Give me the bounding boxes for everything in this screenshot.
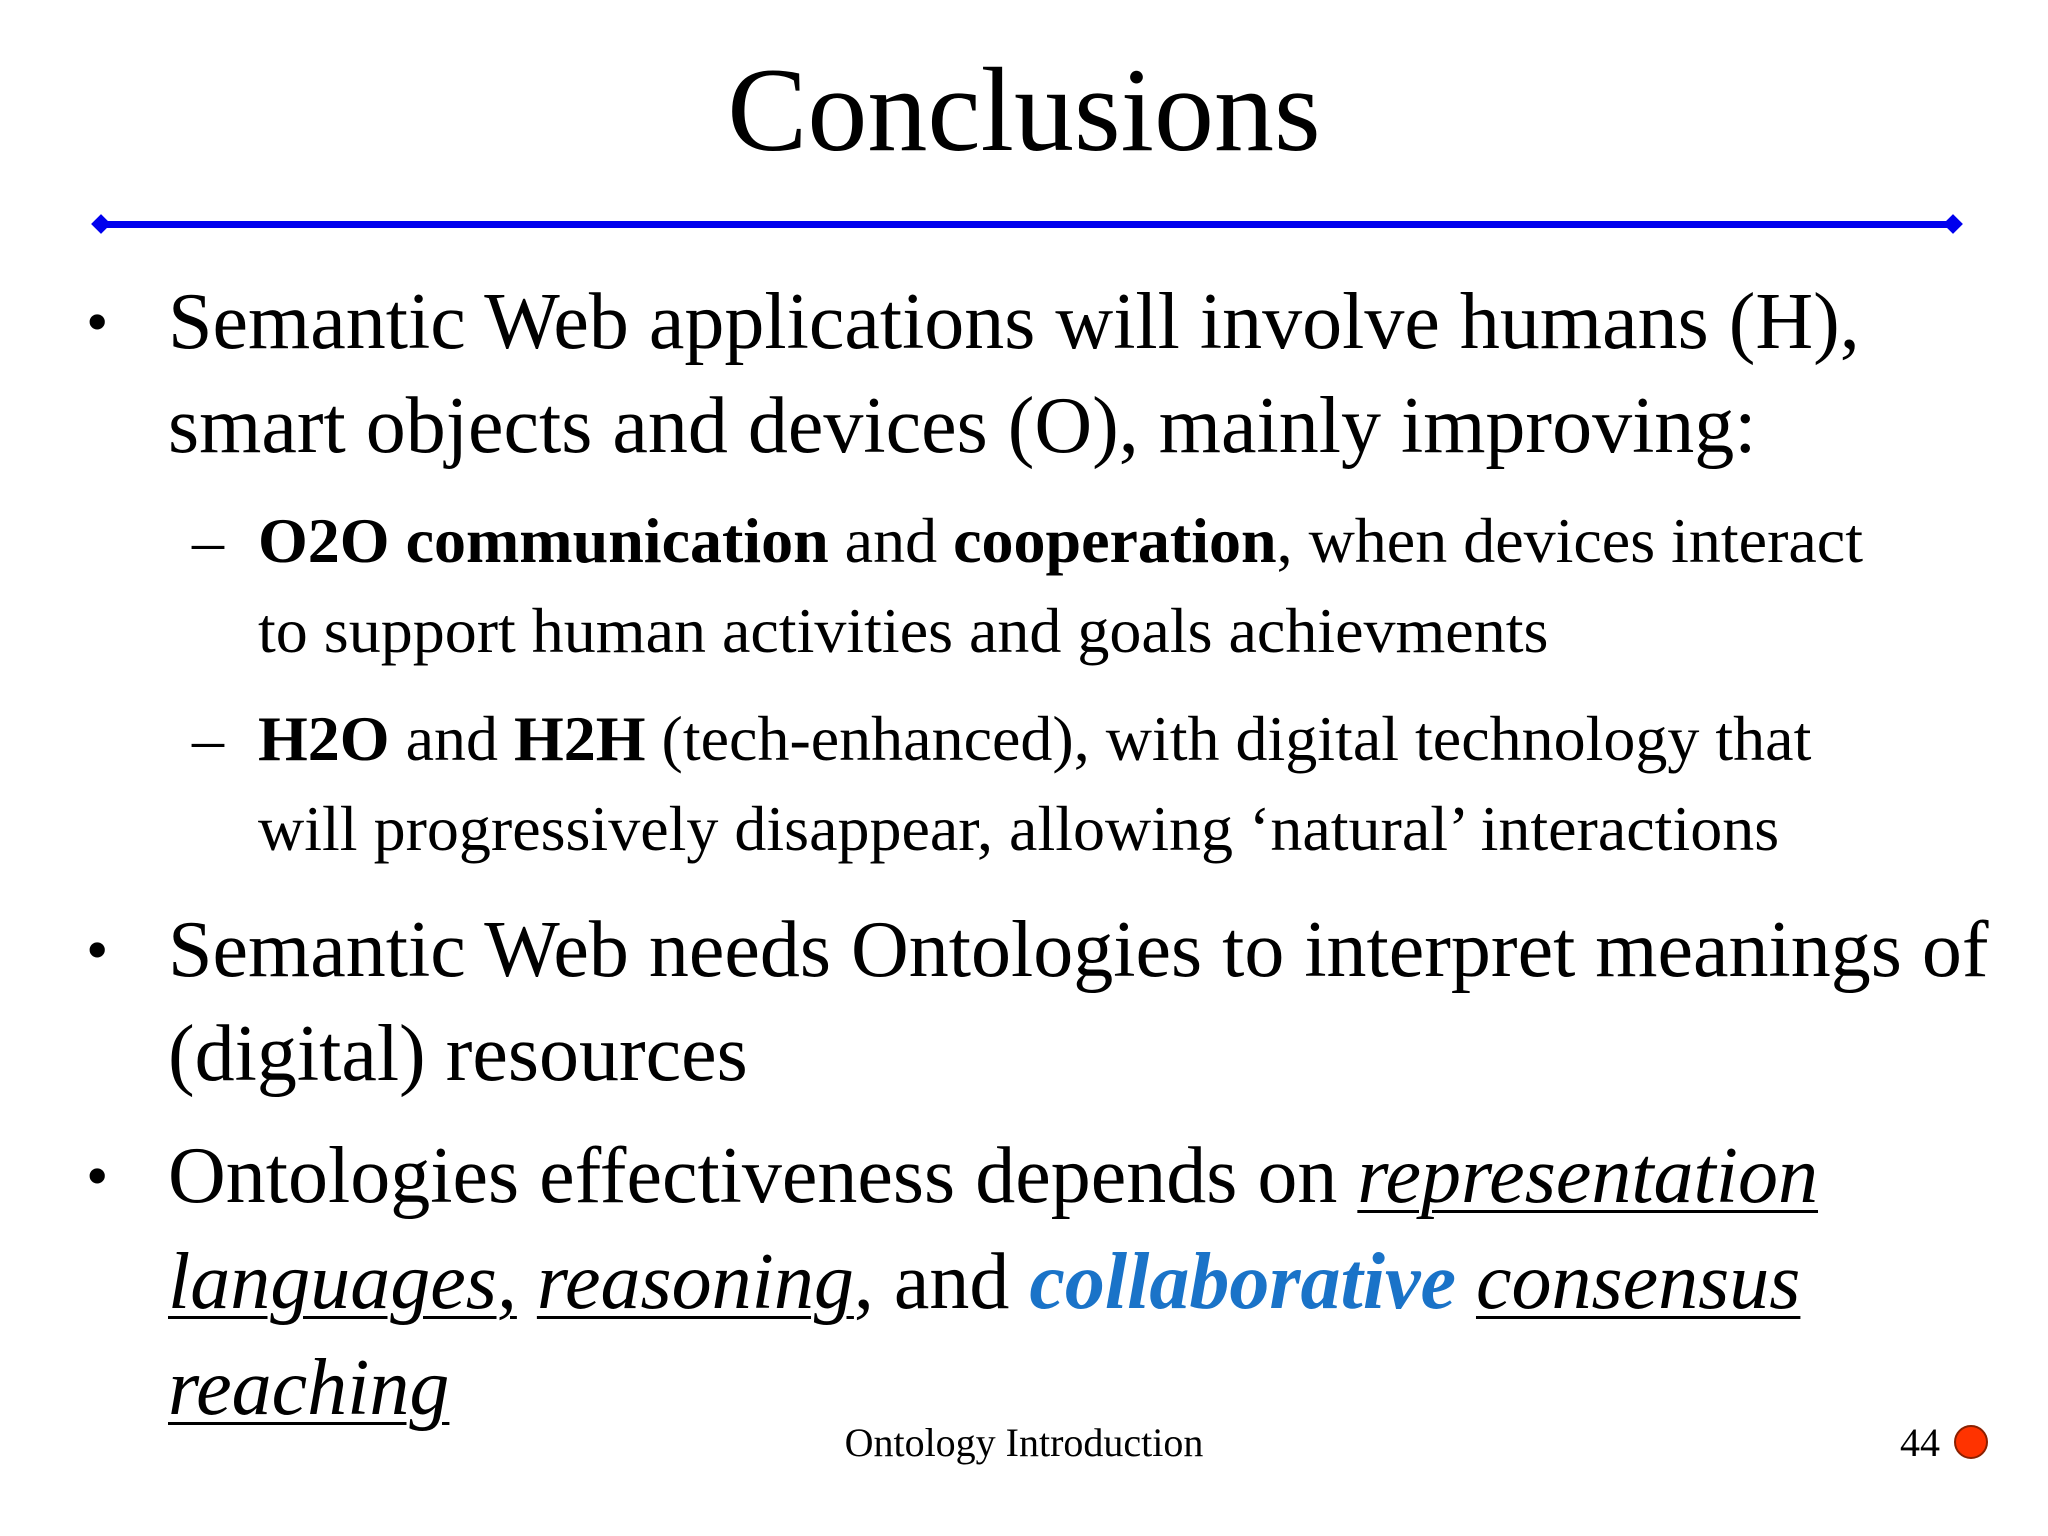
page-number: 44 <box>1900 1420 1940 1465</box>
bullet-3-intro: Ontologies effectiveness depends on <box>168 1132 1358 1220</box>
bullet-marker: • <box>86 286 109 357</box>
divider-line <box>100 221 1954 228</box>
languages-term: languages, <box>168 1238 517 1326</box>
dash-marker: – <box>192 505 224 576</box>
reaching-term: reaching <box>168 1344 450 1432</box>
subitem-2-text-2: (tech-enhanced), with digital technology that <box>645 703 1812 774</box>
bullet-1-line-2: smart objects and devices (O), mainly improving: <box>168 382 1757 470</box>
bullet-3-line-2 <box>168 1230 2028 1334</box>
subitem-1-text-2: , when devices interact <box>1276 505 1863 576</box>
title-divider <box>92 214 1962 236</box>
subitem-2-text-1: and <box>389 703 514 774</box>
consensus-term: consensus <box>1475 1238 1801 1326</box>
representation-term: representation <box>1357 1132 1819 1220</box>
collaborative-term: collaborative <box>1029 1238 1456 1326</box>
subitem-1-bold-2: cooperation <box>953 505 1277 576</box>
subitem-2-line-1 <box>258 694 2018 784</box>
bullet-2-line-2: (digital) resources <box>168 1010 748 1098</box>
divider-right-diamond <box>1943 214 1963 234</box>
bullet-1-line-1: Semantic Web applications will involve humans (H), <box>168 278 1860 366</box>
bullet-3-line-1 <box>168 1124 2028 1228</box>
bullet-3-and: , and <box>853 1238 1030 1326</box>
subitem-2-bold-2: H2H <box>513 703 646 774</box>
subitem-2-line-2: will progressively disappear, allowing ‘natural’ interactions <box>258 793 1780 864</box>
bullet-marker: • <box>86 1140 109 1211</box>
footer-title: Ontology Introduction <box>844 1420 1204 1465</box>
bullet-marker: • <box>86 914 109 985</box>
subitem-1-line-1 <box>258 496 2018 586</box>
subitem-1-bold-1: O2O communication <box>258 505 829 576</box>
subitem-1-text-1: and <box>828 505 954 576</box>
subitem-1-line-2: to support human activities and goals achievments <box>258 595 1549 666</box>
bullet-2-line-1: Semantic Web needs Ontologies to interpret meanings of <box>168 906 1989 994</box>
dash-marker: – <box>192 703 224 774</box>
reasoning-term: reasoning <box>536 1238 854 1326</box>
nav-dot-icon[interactable] <box>1954 1425 1988 1459</box>
slide-title: Conclusions <box>727 43 1321 176</box>
subitem-2-bold-1: H2O <box>258 703 390 774</box>
divider-left-diamond <box>91 214 111 234</box>
